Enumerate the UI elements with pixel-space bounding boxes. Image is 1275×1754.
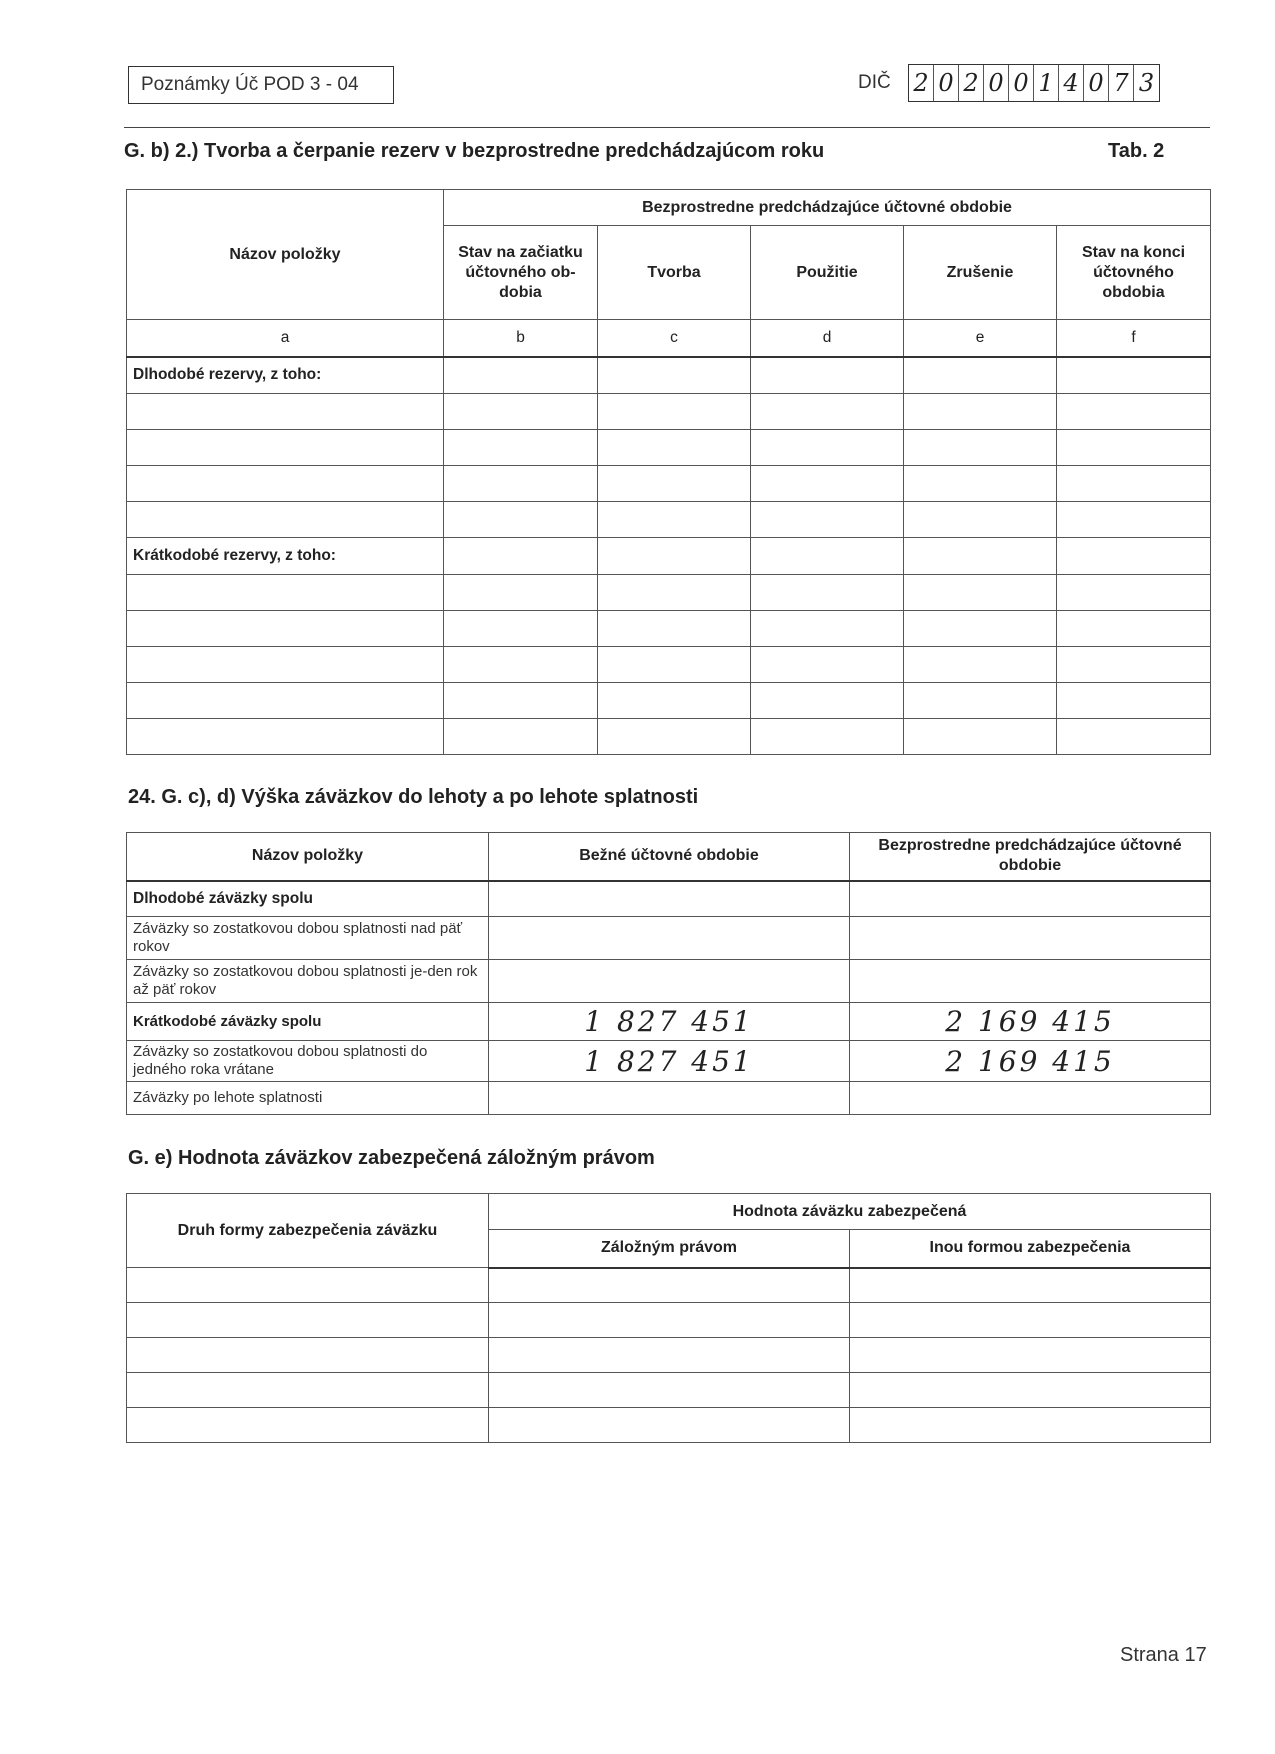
header-zaloznym-pravom: Záložným právom [489,1230,850,1268]
table-row [127,1303,1211,1338]
dic-digit: 0 [1009,65,1034,101]
row-label-dlhodobe-rezervy: Dlhodobé rezervy, z toho: [127,357,444,394]
value-current [489,960,850,1003]
value-previous [850,881,1211,917]
table-row [127,960,1211,1003]
value-current [489,1082,850,1115]
table-row [127,430,1211,466]
row-label: Dlhodobé záväzky spolu [127,881,489,917]
dic-digit-boxes [908,64,1160,102]
table-row [127,1041,1211,1082]
dic-digit: 2 [909,65,934,101]
table-row [127,575,1211,611]
header-druh-formy: Druh formy zabezpečenia záväzku [127,1194,489,1268]
header-group-previous-period: Bezprostredne predchádzajúce účtovné obdobie [444,190,1211,226]
value-current: 1 827 451 [489,1003,850,1041]
table-row [127,538,1211,575]
table-row [127,466,1211,502]
header-inou-formou: Inou formou zabezpečenia [850,1230,1211,1268]
table-row [127,881,1211,917]
header-nazov-polozky: Názov položky [127,833,489,881]
dic-digit: 2 [959,65,984,101]
header-group-hodnota: Hodnota záväzku zabezpečená [489,1194,1211,1230]
row-label: Záväzky so zostatkovou dobou splatnosti nad päť rokov [127,917,489,960]
header-divider [124,127,1210,128]
value-previous [850,960,1211,1003]
form-label: Poznámky Úč POD 3 - 04 [128,66,394,104]
table-row [127,502,1211,538]
header-zrusenie: Zrušenie [904,226,1057,320]
value-previous: 2 169 415 [850,1041,1211,1082]
zalozne-pravo-table [126,1193,1211,1443]
dic-digit: 7 [1109,65,1134,101]
table-row [127,1408,1211,1443]
column-letter: c [598,320,751,357]
table-row [127,611,1211,647]
rezervy-table [126,189,1211,755]
dic-digit: 1 [1034,65,1059,101]
dic-label: DIČ [858,72,891,93]
table-row [127,1338,1211,1373]
column-letter: a [127,320,444,357]
dic-digit: 3 [1138,69,1155,97]
row-label: Záväzky po lehote splatnosti [127,1082,489,1115]
zavazky-table [126,832,1211,1115]
header-bezne-obdobie: Bežné účtovné obdobie [489,833,850,881]
header-pouzitie: Použitie [751,226,904,320]
row-label: Záväzky so zostatkovou dobou splatnosti do jedného roka vrátane [127,1041,489,1082]
table-row [127,917,1211,960]
table-row [127,357,1211,394]
section-title-rezervy: G. b) 2.) Tvorba a čerpanie rezerv v bezprostredne predchádzajúcom roku [124,140,825,162]
value-previous [850,1082,1211,1115]
value-current [489,917,850,960]
table-row [127,1003,1211,1041]
dic-digit: 0 [984,65,1009,101]
section-title-zavazky: 24. G. c), d) Výška záväzkov do lehoty a po lehote splatnosti [128,786,699,808]
table-row [127,683,1211,719]
column-letter: e [904,320,1057,357]
header-tvorba: Tvorba [598,226,751,320]
header-nazov-polozky: Názov položky [127,190,444,320]
header-stav-koniec: Stav na konci účtovného obdobia [1057,226,1211,320]
table-number: Tab. 2 [1108,140,1165,162]
column-letter: b [444,320,598,357]
column-letter: f [1057,320,1211,357]
dic-digit: 4 [1059,65,1084,101]
table-row [127,1268,1211,1303]
row-label: Krátkodobé záväzky spolu [127,1003,489,1041]
value-current: 1 827 451 [489,1041,850,1082]
page-number: Strana 17 [1120,1644,1207,1666]
value-previous: 2 169 415 [850,1003,1211,1041]
value-current [489,881,850,917]
table-row [127,647,1211,683]
dic-digit: 0 [1084,65,1109,101]
table-row [127,1373,1211,1408]
section-title-zalozne-pravo: G. e) Hodnota záväzkov zabezpečená záložným právom [128,1147,655,1169]
row-label: Záväzky so zostatkovou dobou splatnosti je-den rok až päť rokov [127,960,489,1003]
table-row [127,719,1211,755]
table-row [127,394,1211,430]
header-stav-zaciatok: Stav na začiatku účtovného ob-dobia [444,226,598,320]
header-predchadzajuce-obdobie: Bezprostredne predchádzajúce účtovné obdobie [850,833,1211,881]
value-previous [850,917,1211,960]
column-letter: d [751,320,904,357]
row-label-kratkodobe-rezervy: Krátkodobé rezervy, z toho: [127,538,444,575]
dic-digit: 0 [934,65,959,101]
table-row [127,1082,1211,1115]
